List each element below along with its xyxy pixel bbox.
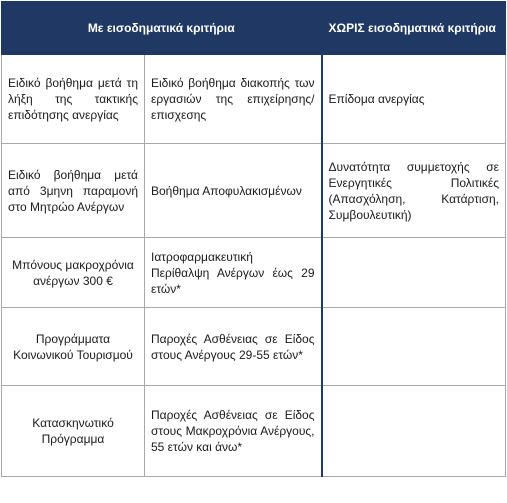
header-without-income-criteria: ΧΩΡΙΣ εισοδηματικά κριτήρια	[322, 2, 506, 55]
table-cell	[322, 386, 506, 477]
table-cell: Παροχές Ασθένειας σε Είδος στους Μακροχρόνια Ανέργους, 55 ετών και άνω*	[145, 386, 322, 477]
table-cell: Δυνατότητα συμμετοχής σε Ενεργητικές Πολιτικές (Απασχόληση, Κατάρτιση, Συμβουλευτική)	[322, 144, 506, 238]
table-row	[2, 55, 506, 144]
table-cell: Προγράμματα Κοινωνικού Τουρισμού	[2, 308, 145, 386]
table-row	[2, 386, 506, 477]
table-cell: Ειδικό βοήθημα μετά τη λήξη της τακτικής επιδότησης ανεργίας	[2, 55, 145, 144]
header-with-income-criteria: Με εισοδηματικά κριτήρια	[2, 2, 322, 55]
table-header-row	[2, 2, 506, 55]
table-cell: Ειδικό βοήθημα μετά από 3μηνη παραμονή στο Μητρώο Ανέργων	[2, 144, 145, 238]
table-cell: Μπόνους μακροχρόνια ανέργων 300 €	[2, 238, 145, 308]
benefits-table-container	[1, 1, 506, 477]
benefits-table	[1, 1, 506, 477]
table-cell: Επίδομα ανεργίας	[322, 55, 506, 144]
table-row	[2, 308, 506, 386]
table-cell: Κατασκηνωτικό Πρόγραμμα	[2, 386, 145, 477]
table-row	[2, 238, 506, 308]
table-row	[2, 144, 506, 238]
table-cell: Παροχές Ασθένειας σε Είδος στους Ανέργους 29-55 ετών*	[145, 308, 322, 386]
table-cell: Ιατροφαρμακευτική Περίθαλψη Ανέργων έως 29 ετών*	[145, 238, 322, 308]
table-cell: Ειδικό βοήθημα διακοπής των εργασιών της επιχείρησης/επισχεσης	[145, 55, 322, 144]
table-cell: Βοήθημα Αποφυλακισμένων	[145, 144, 322, 238]
table-cell	[322, 308, 506, 386]
table-cell	[322, 238, 506, 308]
